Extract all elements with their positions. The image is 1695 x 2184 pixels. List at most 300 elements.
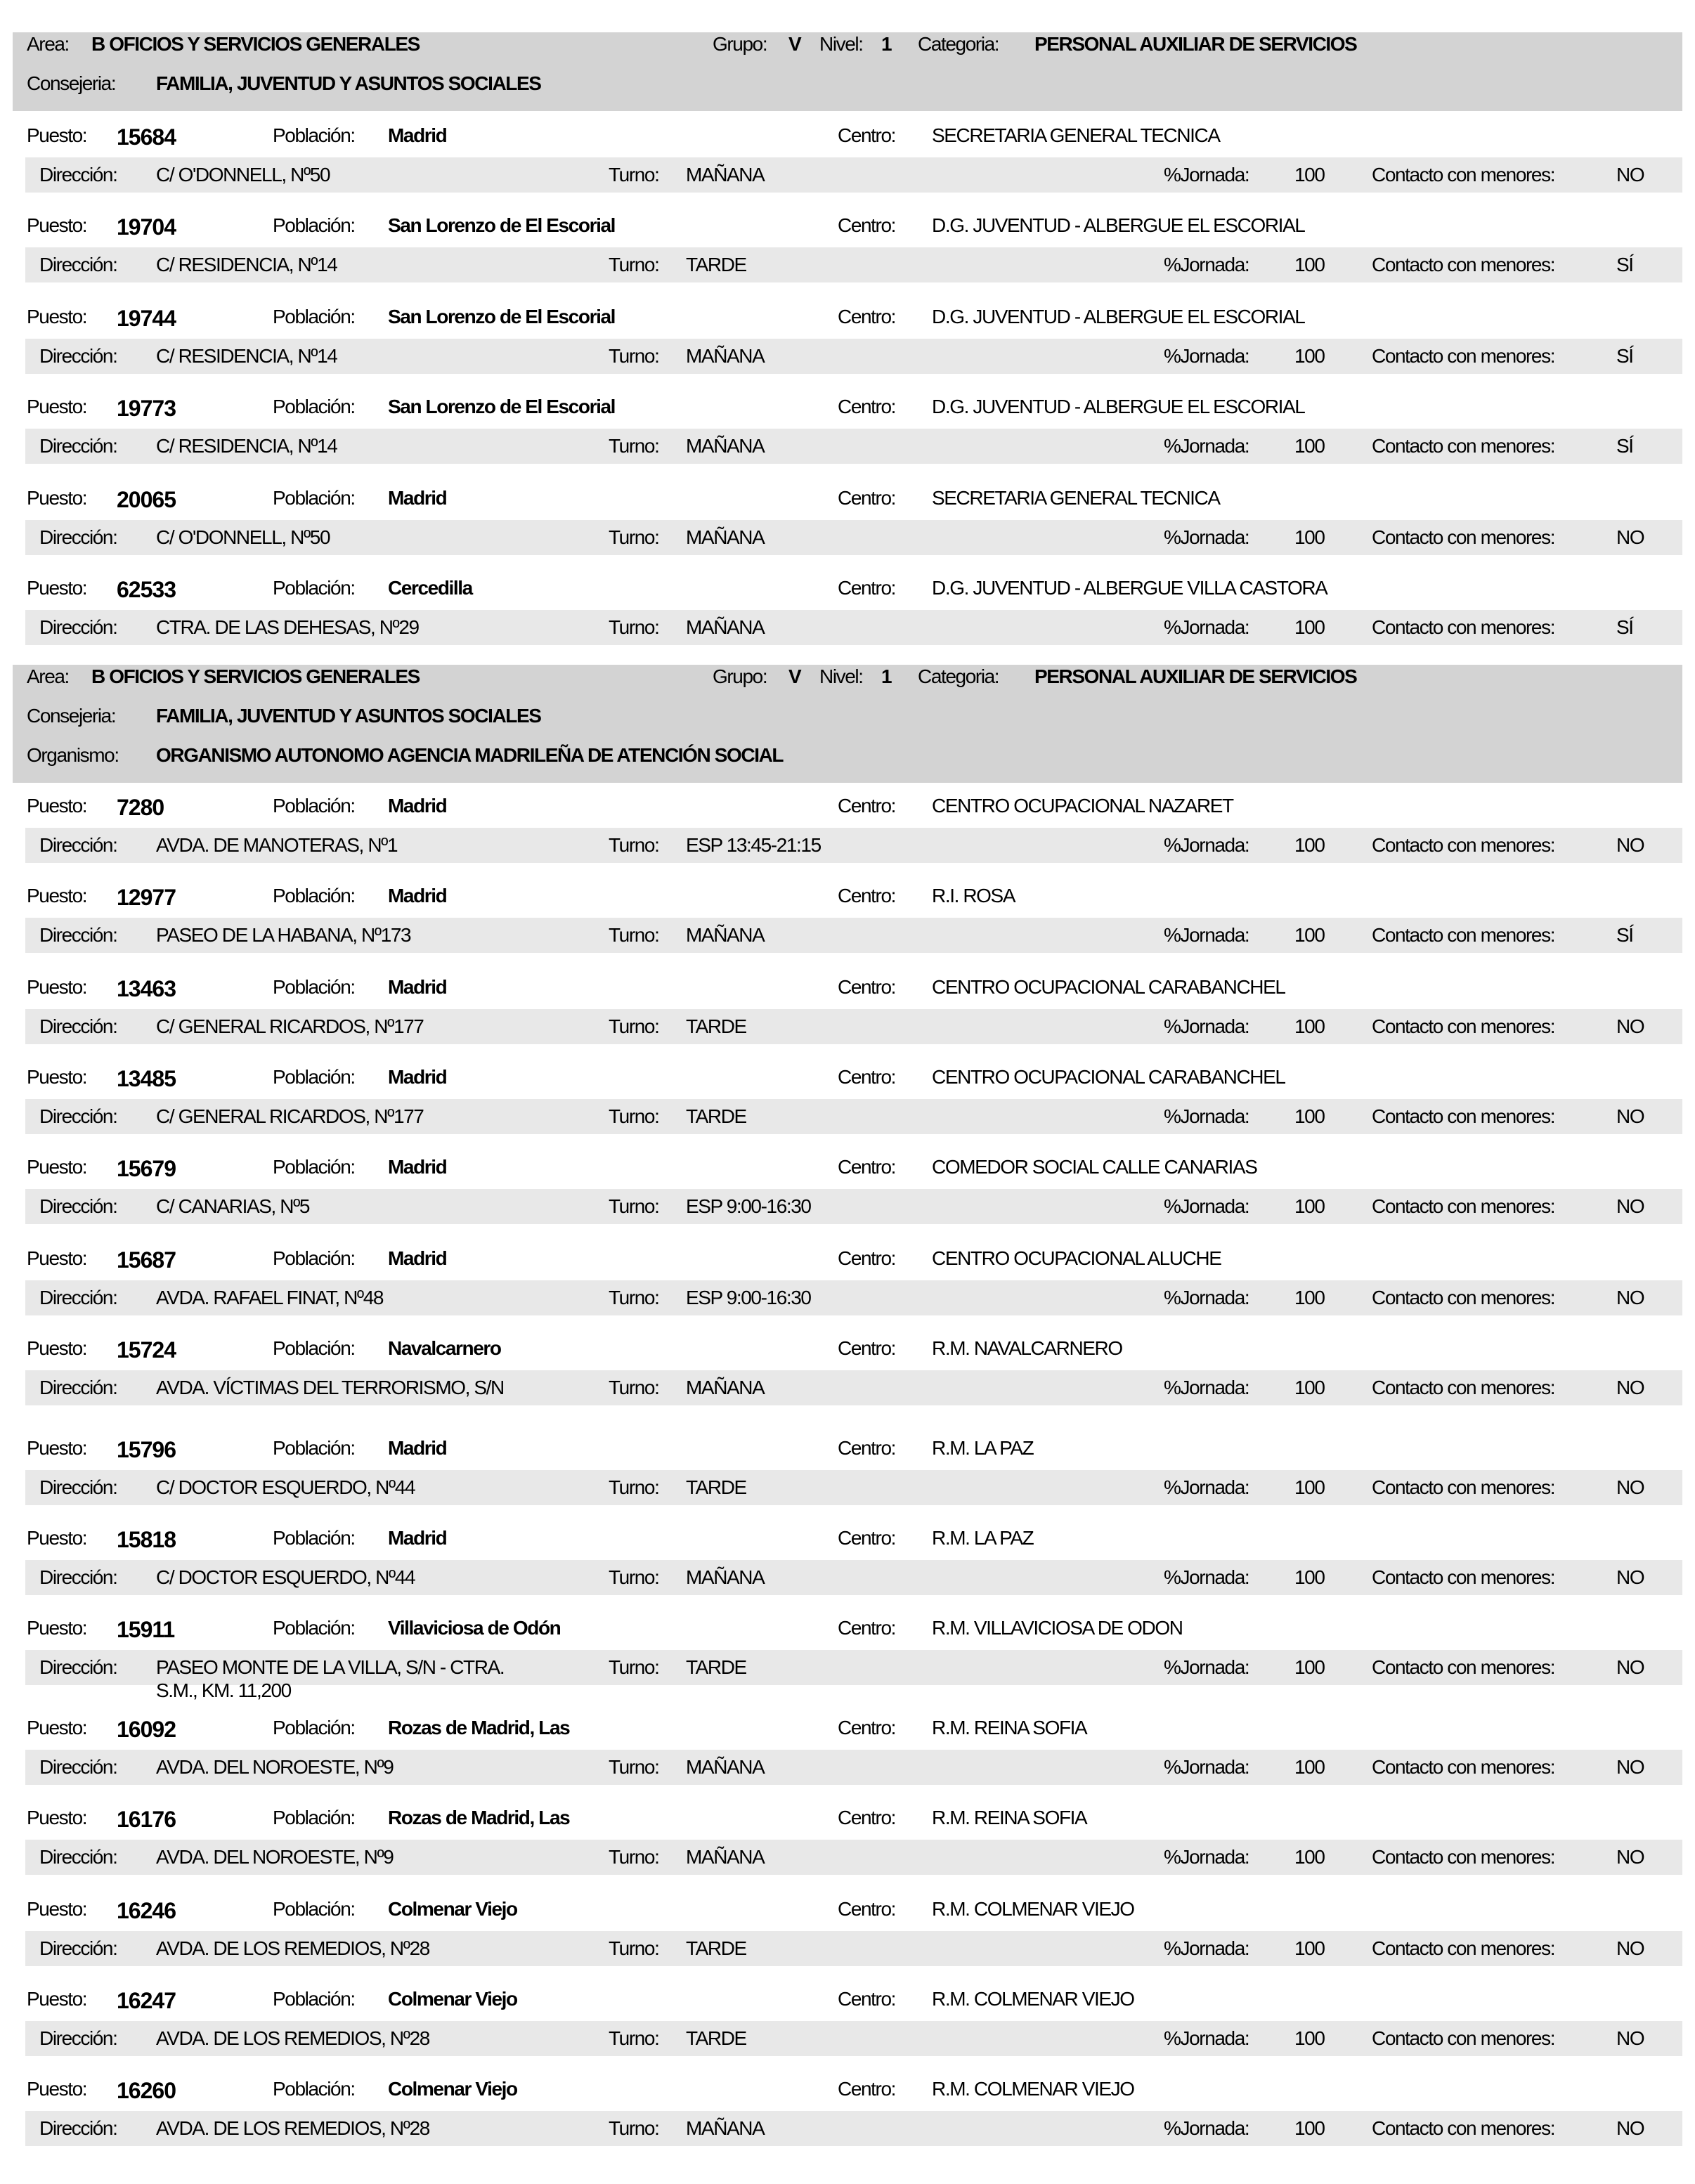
poblacion-value: San Lorenzo de El Escorial xyxy=(388,396,616,417)
turno-label: Turno: xyxy=(609,1846,659,1868)
contacto-value: SÍ xyxy=(1616,616,1633,638)
consejeria-value: FAMILIA, JUVENTUD Y ASUNTOS SOCIALES xyxy=(156,705,541,727)
puesto-label: Puesto: xyxy=(27,1437,87,1459)
jornada-value: 100 xyxy=(1294,435,1325,457)
centro-value: CENTRO OCUPACIONAL CARABANCHEL xyxy=(932,1066,1285,1088)
puesto-value: 7280 xyxy=(117,795,164,820)
contacto-label: Contacto con menores: xyxy=(1372,834,1555,856)
poblacion-label: Población: xyxy=(273,976,355,998)
jornada-label: %Jornada: xyxy=(1164,1846,1249,1868)
centro-label: Centro: xyxy=(838,306,896,327)
poblacion-value: Rozas de Madrid, Las xyxy=(388,1807,570,1828)
grupo-value: V xyxy=(788,33,801,55)
centro-value: R.M. LA PAZ xyxy=(932,1527,1034,1549)
jornada-value: 100 xyxy=(1294,345,1325,367)
jornada-value: 100 xyxy=(1294,1656,1325,1678)
contacto-label: Contacto con menores: xyxy=(1372,164,1555,186)
contacto-label: Contacto con menores: xyxy=(1372,1195,1555,1217)
consejeria-label: Consejeria: xyxy=(27,705,116,727)
puesto-label: Puesto: xyxy=(27,1247,87,1269)
centro-label: Centro: xyxy=(838,1156,896,1178)
poblacion-label: Población: xyxy=(273,1247,355,1269)
turno-value: MAÑANA xyxy=(686,2117,765,2139)
puesto-value: 13463 xyxy=(117,976,176,1001)
puesto-value: 15684 xyxy=(117,124,176,150)
turno-label: Turno: xyxy=(609,1195,659,1217)
contacto-label: Contacto con menores: xyxy=(1372,254,1555,275)
direccion-label: Dirección: xyxy=(39,345,117,367)
centro-value: R.M. COLMENAR VIEJO xyxy=(932,2078,1134,2100)
direccion-value: AVDA. DE LOS REMEDIOS, Nº28 xyxy=(156,1937,429,1959)
turno-label: Turno: xyxy=(609,924,659,946)
jornada-label: %Jornada: xyxy=(1164,526,1249,548)
contacto-label: Contacto con menores: xyxy=(1372,1287,1555,1308)
jornada-label: %Jornada: xyxy=(1164,1105,1249,1127)
direccion-label: Dirección: xyxy=(39,834,117,856)
poblacion-label: Población: xyxy=(273,1337,355,1359)
direccion-label: Dirección: xyxy=(39,1566,117,1588)
contacto-label: Contacto con menores: xyxy=(1372,1377,1555,1398)
centro-value: COMEDOR SOCIAL CALLE CANARIAS xyxy=(932,1156,1257,1178)
categoria-value: PERSONAL AUXILIAR DE SERVICIOS xyxy=(1034,33,1357,55)
direccion-label: Dirección: xyxy=(39,1756,117,1778)
poblacion-label: Población: xyxy=(273,577,355,599)
puesto-value: 20065 xyxy=(117,487,176,512)
contacto-label: Contacto con menores: xyxy=(1372,435,1555,457)
poblacion-label: Población: xyxy=(273,1156,355,1178)
contacto-label: Contacto con menores: xyxy=(1372,1476,1555,1498)
poblacion-label: Población: xyxy=(273,1898,355,1920)
puesto-value: 15818 xyxy=(117,1527,176,1552)
contacto-value: NO xyxy=(1616,1476,1644,1498)
poblacion-label: Población: xyxy=(273,1988,355,2010)
poblacion-label: Población: xyxy=(273,214,355,236)
puesto-label: Puesto: xyxy=(27,577,87,599)
poblacion-value: Colmenar Viejo xyxy=(388,2078,517,2100)
jornada-label: %Jornada: xyxy=(1164,616,1249,638)
turno-label: Turno: xyxy=(609,616,659,638)
centro-label: Centro: xyxy=(838,1066,896,1088)
puesto-value: 15687 xyxy=(117,1247,176,1273)
poblacion-label: Población: xyxy=(273,1527,355,1549)
turno-label: Turno: xyxy=(609,1105,659,1127)
direccion-label: Dirección: xyxy=(39,1937,117,1959)
puesto-label: Puesto: xyxy=(27,487,87,509)
contacto-value: NO xyxy=(1616,1195,1644,1217)
puesto-label: Puesto: xyxy=(27,1156,87,1178)
contacto-value: NO xyxy=(1616,1846,1644,1868)
puesto-value: 12977 xyxy=(117,885,176,910)
puesto-label: Puesto: xyxy=(27,795,87,817)
puesto-label: Puesto: xyxy=(27,1066,87,1088)
direccion-label: Dirección: xyxy=(39,164,117,186)
contacto-value: SÍ xyxy=(1616,254,1633,275)
jornada-value: 100 xyxy=(1294,164,1325,186)
centro-value: SECRETARIA GENERAL TECNICA xyxy=(932,487,1220,509)
puesto-label: Puesto: xyxy=(27,1898,87,1920)
contacto-label: Contacto con menores: xyxy=(1372,1566,1555,1588)
turno-value: MAÑANA xyxy=(686,924,765,946)
puesto-value: 62533 xyxy=(117,577,176,602)
contacto-value: NO xyxy=(1616,1937,1644,1959)
consejeria-value: FAMILIA, JUVENTUD Y ASUNTOS SOCIALES xyxy=(156,72,541,94)
contacto-label: Contacto con menores: xyxy=(1372,1105,1555,1127)
centro-value: R.M. COLMENAR VIEJO xyxy=(932,1898,1134,1920)
direccion-value: C/ CANARIAS, Nº5 xyxy=(156,1195,310,1217)
nivel-label: Nivel: xyxy=(819,665,863,687)
centro-value: R.M. VILLAVICIOSA DE ODON xyxy=(932,1617,1183,1639)
direccion-value: AVDA. DEL NOROESTE, Nº9 xyxy=(156,1846,394,1868)
puesto-label: Puesto: xyxy=(27,306,87,327)
turno-label: Turno: xyxy=(609,1377,659,1398)
jornada-value: 100 xyxy=(1294,1846,1325,1868)
jornada-value: 100 xyxy=(1294,1566,1325,1588)
puesto-label: Puesto: xyxy=(27,396,87,417)
poblacion-label: Población: xyxy=(273,885,355,906)
poblacion-value: Madrid xyxy=(388,124,447,146)
direccion-value: C/ RESIDENCIA, Nº14 xyxy=(156,435,337,457)
jornada-value: 100 xyxy=(1294,1476,1325,1498)
puesto-label: Puesto: xyxy=(27,2078,87,2100)
jornada-label: %Jornada: xyxy=(1164,834,1249,856)
poblacion-value: Madrid xyxy=(388,976,447,998)
turno-label: Turno: xyxy=(609,1756,659,1778)
turno-label: Turno: xyxy=(609,834,659,856)
poblacion-value: Madrid xyxy=(388,885,447,906)
turno-label: Turno: xyxy=(609,1656,659,1678)
poblacion-value: Colmenar Viejo xyxy=(388,1898,517,1920)
turno-label: Turno: xyxy=(609,164,659,186)
turno-label: Turno: xyxy=(609,345,659,367)
centro-value: SECRETARIA GENERAL TECNICA xyxy=(932,124,1220,146)
jornada-label: %Jornada: xyxy=(1164,1656,1249,1678)
contacto-label: Contacto con menores: xyxy=(1372,2117,1555,2139)
turno-label: Turno: xyxy=(609,435,659,457)
contacto-value: NO xyxy=(1616,1756,1644,1778)
puesto-label: Puesto: xyxy=(27,1617,87,1639)
centro-label: Centro: xyxy=(838,1717,896,1738)
puesto-label: Puesto: xyxy=(27,1717,87,1738)
poblacion-label: Población: xyxy=(273,1617,355,1639)
centro-label: Centro: xyxy=(838,1337,896,1359)
jornada-value: 100 xyxy=(1294,616,1325,638)
centro-value: CENTRO OCUPACIONAL ALUCHE xyxy=(932,1247,1221,1269)
direccion-value: AVDA. RAFAEL FINAT, Nº48 xyxy=(156,1287,384,1308)
contacto-label: Contacto con menores: xyxy=(1372,924,1555,946)
consejeria-label: Consejeria: xyxy=(27,72,116,94)
nivel-label: Nivel: xyxy=(819,33,863,55)
contacto-label: Contacto con menores: xyxy=(1372,1846,1555,1868)
jornada-label: %Jornada: xyxy=(1164,164,1249,186)
direccion-value: AVDA. VÍCTIMAS DEL TERRORISMO, S/N xyxy=(156,1377,504,1398)
contacto-value: NO xyxy=(1616,2027,1644,2049)
puesto-label: Puesto: xyxy=(27,214,87,236)
poblacion-value: San Lorenzo de El Escorial xyxy=(388,306,616,327)
direccion-value: AVDA. DEL NOROESTE, Nº9 xyxy=(156,1756,394,1778)
poblacion-value: Madrid xyxy=(388,487,447,509)
jornada-label: %Jornada: xyxy=(1164,1756,1249,1778)
poblacion-label: Población: xyxy=(273,396,355,417)
puesto-label: Puesto: xyxy=(27,1807,87,1828)
centro-value: CENTRO OCUPACIONAL NAZARET xyxy=(932,795,1233,817)
area-value: B OFICIOS Y SERVICIOS GENERALES xyxy=(91,665,420,687)
turno-value: TARDE xyxy=(686,2027,746,2049)
turno-value: TARDE xyxy=(686,1656,746,1678)
puesto-value: 15679 xyxy=(117,1156,176,1181)
centro-label: Centro: xyxy=(838,1247,896,1269)
poblacion-label: Población: xyxy=(273,306,355,327)
direccion-value: AVDA. DE MANOTERAS, Nº1 xyxy=(156,834,398,856)
direccion-value: C/ DOCTOR ESQUERDO, Nº44 xyxy=(156,1566,415,1588)
contacto-value: SÍ xyxy=(1616,435,1633,457)
jornada-value: 100 xyxy=(1294,1756,1325,1778)
turno-value: MAÑANA xyxy=(686,526,765,548)
jornada-value: 100 xyxy=(1294,2027,1325,2049)
direccion-label: Dirección: xyxy=(39,1287,117,1308)
direccion-label: Dirección: xyxy=(39,924,117,946)
contacto-value: SÍ xyxy=(1616,924,1633,946)
poblacion-value: Madrid xyxy=(388,1156,447,1178)
turno-value: MAÑANA xyxy=(686,616,765,638)
turno-label: Turno: xyxy=(609,526,659,548)
jornada-label: %Jornada: xyxy=(1164,924,1249,946)
contacto-label: Contacto con menores: xyxy=(1372,1937,1555,1959)
jornada-label: %Jornada: xyxy=(1164,345,1249,367)
direccion-label: Dirección: xyxy=(39,2117,117,2139)
centro-value: R.M. COLMENAR VIEJO xyxy=(932,1988,1134,2010)
contacto-value: NO xyxy=(1616,1566,1644,1588)
turno-value: TARDE xyxy=(686,1476,746,1498)
turno-value: MAÑANA xyxy=(686,1377,765,1398)
puesto-label: Puesto: xyxy=(27,124,87,146)
jornada-value: 100 xyxy=(1294,924,1325,946)
centro-value: R.I. ROSA xyxy=(932,885,1015,906)
direccion-value: C/ RESIDENCIA, Nº14 xyxy=(156,254,337,275)
jornada-value: 100 xyxy=(1294,1105,1325,1127)
direccion-label: Dirección: xyxy=(39,616,117,638)
puesto-label: Puesto: xyxy=(27,1337,87,1359)
centro-value: R.M. REINA SOFIA xyxy=(932,1807,1087,1828)
direccion-value: C/ O'DONNELL, Nº50 xyxy=(156,164,330,186)
contacto-label: Contacto con menores: xyxy=(1372,1656,1555,1678)
puesto-label: Puesto: xyxy=(27,976,87,998)
jornada-label: %Jornada: xyxy=(1164,2027,1249,2049)
poblacion-label: Población: xyxy=(273,1807,355,1828)
poblacion-value: Cercedilla xyxy=(388,577,472,599)
turno-label: Turno: xyxy=(609,254,659,275)
centro-label: Centro: xyxy=(838,885,896,906)
contacto-value: NO xyxy=(1616,1105,1644,1127)
turno-label: Turno: xyxy=(609,2027,659,2049)
direccion-label: Dirección: xyxy=(39,1105,117,1127)
turno-value: MAÑANA xyxy=(686,1566,765,1588)
turno-value: TARDE xyxy=(686,1105,746,1127)
jornada-value: 100 xyxy=(1294,1937,1325,1959)
direccion-label: Dirección: xyxy=(39,254,117,275)
contacto-value: SÍ xyxy=(1616,345,1633,367)
poblacion-label: Población: xyxy=(273,795,355,817)
direccion-value: AVDA. DE LOS REMEDIOS, Nº28 xyxy=(156,2027,429,2049)
direccion-value: PASEO MONTE DE LA VILLA, S/N - CTRA. S.M., KM. 11,200 xyxy=(156,1656,505,1701)
turno-value: MAÑANA xyxy=(686,164,765,186)
turno-value: ESP 13:45-21:15 xyxy=(686,834,821,856)
poblacion-value: Madrid xyxy=(388,795,447,817)
organismo-value: ORGANISMO AUTONOMO AGENCIA MADRILEÑA DE ATENCIÓN SOCIAL xyxy=(156,744,784,766)
puesto-value: 19744 xyxy=(117,306,176,331)
centro-label: Centro: xyxy=(838,795,896,817)
nivel-value: 1 xyxy=(881,33,892,55)
direccion-label: Dirección: xyxy=(39,1015,117,1037)
jornada-value: 100 xyxy=(1294,2117,1325,2139)
centro-label: Centro: xyxy=(838,577,896,599)
turno-label: Turno: xyxy=(609,1937,659,1959)
area-value: B OFICIOS Y SERVICIOS GENERALES xyxy=(91,33,420,55)
puesto-value: 15724 xyxy=(117,1337,176,1363)
puesto-value: 16246 xyxy=(117,1898,176,1923)
direccion-value: CTRA. DE LAS DEHESAS, Nº29 xyxy=(156,616,419,638)
turno-value: MAÑANA xyxy=(686,1756,765,1778)
centro-label: Centro: xyxy=(838,976,896,998)
jornada-value: 100 xyxy=(1294,1195,1325,1217)
direccion-value: PASEO DE LA HABANA, Nº173 xyxy=(156,924,411,946)
turno-value: MAÑANA xyxy=(686,345,765,367)
direccion-value: C/ GENERAL RICARDOS, Nº177 xyxy=(156,1015,424,1037)
centro-value: R.M. NAVALCARNERO xyxy=(932,1337,1122,1359)
poblacion-value: Colmenar Viejo xyxy=(388,1988,517,2010)
centro-label: Centro: xyxy=(838,487,896,509)
poblacion-value: Rozas de Madrid, Las xyxy=(388,1717,570,1738)
jornada-label: %Jornada: xyxy=(1164,1287,1249,1308)
jornada-label: %Jornada: xyxy=(1164,1015,1249,1037)
centro-label: Centro: xyxy=(838,1437,896,1459)
centro-value: R.M. REINA SOFIA xyxy=(932,1717,1087,1738)
contacto-label: Contacto con menores: xyxy=(1372,1756,1555,1778)
puesto-value: 15796 xyxy=(117,1437,176,1462)
jornada-label: %Jornada: xyxy=(1164,1377,1249,1398)
contacto-value: NO xyxy=(1616,834,1644,856)
puesto-label: Puesto: xyxy=(27,885,87,906)
centro-value: D.G. JUVENTUD - ALBERGUE EL ESCORIAL xyxy=(932,214,1305,236)
turno-label: Turno: xyxy=(609,1566,659,1588)
area-label: Area: xyxy=(27,665,69,687)
direccion-value: AVDA. DE LOS REMEDIOS, Nº28 xyxy=(156,2117,429,2139)
turno-label: Turno: xyxy=(609,1287,659,1308)
jornada-value: 100 xyxy=(1294,1377,1325,1398)
puesto-value: 19704 xyxy=(117,214,176,240)
turno-value: TARDE xyxy=(686,254,746,275)
grupo-label: Grupo: xyxy=(713,33,767,55)
contacto-value: NO xyxy=(1616,1377,1644,1398)
puesto-value: 16092 xyxy=(117,1717,176,1742)
poblacion-label: Población: xyxy=(273,1066,355,1088)
jornada-label: %Jornada: xyxy=(1164,1566,1249,1588)
jornada-value: 100 xyxy=(1294,1287,1325,1308)
direccion-label: Dirección: xyxy=(39,1195,117,1217)
centro-label: Centro: xyxy=(838,1898,896,1920)
turno-value: TARDE xyxy=(686,1015,746,1037)
nivel-value: 1 xyxy=(881,665,892,687)
contacto-value: NO xyxy=(1616,164,1644,186)
puesto-label: Puesto: xyxy=(27,1527,87,1549)
turno-label: Turno: xyxy=(609,2117,659,2139)
turno-value: MAÑANA xyxy=(686,1846,765,1868)
centro-label: Centro: xyxy=(838,1988,896,2010)
contacto-label: Contacto con menores: xyxy=(1372,526,1555,548)
direccion-label: Dirección: xyxy=(39,1476,117,1498)
turno-value: MAÑANA xyxy=(686,435,765,457)
poblacion-value: Villaviciosa de Odón xyxy=(388,1617,561,1639)
poblacion-label: Población: xyxy=(273,124,355,146)
area-label: Area: xyxy=(27,33,69,55)
jornada-value: 100 xyxy=(1294,526,1325,548)
turno-value: TARDE xyxy=(686,1937,746,1959)
contacto-value: NO xyxy=(1616,2117,1644,2139)
poblacion-label: Población: xyxy=(273,487,355,509)
contacto-label: Contacto con menores: xyxy=(1372,1015,1555,1037)
grupo-label: Grupo: xyxy=(713,665,767,687)
jornada-label: %Jornada: xyxy=(1164,2117,1249,2139)
contacto-value: NO xyxy=(1616,526,1644,548)
direccion-label: Dirección: xyxy=(39,435,117,457)
puesto-value: 15911 xyxy=(117,1617,175,1642)
direccion-label: Dirección: xyxy=(39,2027,117,2049)
jornada-label: %Jornada: xyxy=(1164,254,1249,275)
poblacion-value: Madrid xyxy=(388,1066,447,1088)
puesto-label: Puesto: xyxy=(27,1988,87,2010)
contacto-label: Contacto con menores: xyxy=(1372,2027,1555,2049)
puesto-value: 19773 xyxy=(117,396,176,421)
contacto-value: NO xyxy=(1616,1656,1644,1678)
centro-label: Centro: xyxy=(838,124,896,146)
puesto-value: 16260 xyxy=(117,2078,176,2103)
direccion-value: C/ DOCTOR ESQUERDO, Nº44 xyxy=(156,1476,415,1498)
puesto-value: 13485 xyxy=(117,1066,176,1091)
centro-label: Centro: xyxy=(838,396,896,417)
poblacion-label: Población: xyxy=(273,2078,355,2100)
poblacion-label: Población: xyxy=(273,1437,355,1459)
grupo-value: V xyxy=(788,665,801,687)
centro-value: D.G. JUVENTUD - ALBERGUE EL ESCORIAL xyxy=(932,306,1305,327)
centro-label: Centro: xyxy=(838,1617,896,1639)
jornada-value: 100 xyxy=(1294,834,1325,856)
direccion-label: Dirección: xyxy=(39,526,117,548)
centro-value: CENTRO OCUPACIONAL CARABANCHEL xyxy=(932,976,1285,998)
centro-value: R.M. LA PAZ xyxy=(932,1437,1034,1459)
jornada-label: %Jornada: xyxy=(1164,1195,1249,1217)
puesto-value: 16247 xyxy=(117,1988,176,2013)
turno-label: Turno: xyxy=(609,1476,659,1498)
poblacion-value: Madrid xyxy=(388,1437,447,1459)
categoria-value: PERSONAL AUXILIAR DE SERVICIOS xyxy=(1034,665,1357,687)
centro-label: Centro: xyxy=(838,1527,896,1549)
contacto-label: Contacto con menores: xyxy=(1372,345,1555,367)
jornada-label: %Jornada: xyxy=(1164,1937,1249,1959)
jornada-value: 100 xyxy=(1294,1015,1325,1037)
contacto-value: NO xyxy=(1616,1015,1644,1037)
poblacion-value: Madrid xyxy=(388,1527,447,1549)
contacto-value: NO xyxy=(1616,1287,1644,1308)
direccion-label: Dirección: xyxy=(39,1656,117,1678)
centro-value: D.G. JUVENTUD - ALBERGUE EL ESCORIAL xyxy=(932,396,1305,417)
turno-value: ESP 9:00-16:30 xyxy=(686,1287,811,1308)
jornada-label: %Jornada: xyxy=(1164,435,1249,457)
poblacion-value: Navalcarnero xyxy=(388,1337,501,1359)
organismo-label: Organismo: xyxy=(27,744,119,766)
puesto-value: 16176 xyxy=(117,1807,176,1832)
direccion-value: C/ RESIDENCIA, Nº14 xyxy=(156,345,337,367)
contacto-label: Contacto con menores: xyxy=(1372,616,1555,638)
turno-label: Turno: xyxy=(609,1015,659,1037)
